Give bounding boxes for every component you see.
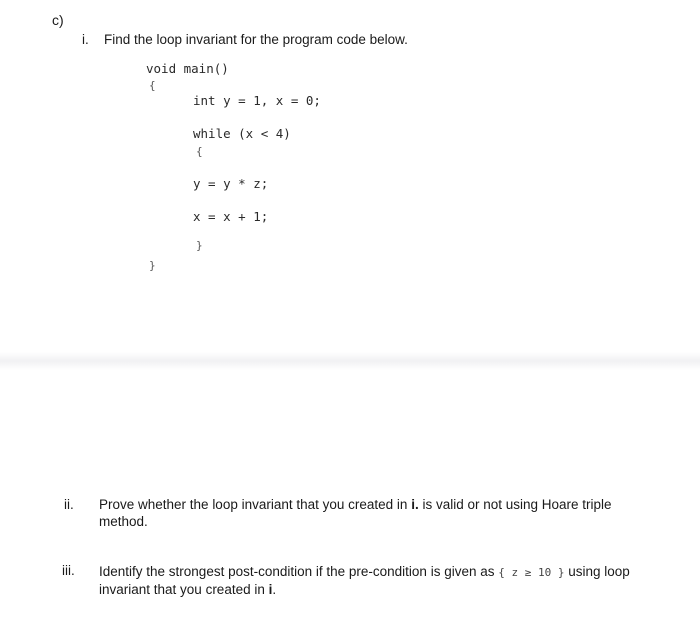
- code-line-9: }: [149, 259, 156, 272]
- code-line-5: {: [196, 145, 203, 158]
- code-line-1: void main(): [146, 61, 229, 76]
- question-3-number: iii.: [62, 563, 75, 578]
- code-line-2: {: [149, 79, 156, 92]
- question-3-ref: i: [268, 582, 273, 597]
- code-line-7: x = x + 1;: [193, 209, 269, 224]
- code-line-8: }: [196, 239, 203, 252]
- code-line-4: while (x < 4): [193, 126, 291, 141]
- code-line-3: int y = 1, x = 0;: [193, 93, 321, 108]
- question-1-text: Find the loop invariant for the program code below.: [104, 32, 408, 47]
- precondition: { z ≥ 10 }: [498, 566, 565, 579]
- question-2-ref: i.: [411, 497, 419, 512]
- question-3-text: Identify the strongest post-condition if the pre-condition is given as { z ≥ 10 } using loop invariant that you created in i.: [99, 564, 630, 597]
- code-line-6: y = y * z;: [193, 176, 269, 191]
- question-2-number: ii.: [64, 497, 74, 512]
- question-1-number: i.: [82, 32, 89, 47]
- scan-artifact: [0, 352, 700, 370]
- question-2-text: Prove whether the loop invariant that you created in i. is valid or not using Hoare triple method.: [99, 497, 612, 529]
- section-label: c): [52, 12, 64, 28]
